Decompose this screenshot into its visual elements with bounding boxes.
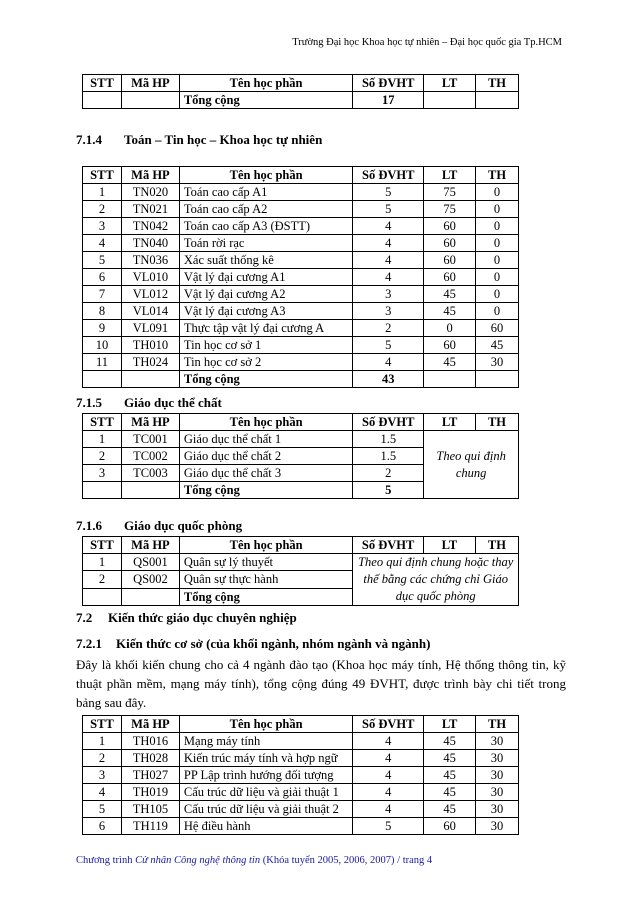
col-header-lt: LT — [424, 716, 476, 733]
col-header-th: TH — [487, 538, 506, 552]
cell-stt: 4 — [83, 235, 122, 252]
cell-code: TH019 — [121, 784, 179, 801]
cell-stt: 2 — [83, 750, 122, 767]
section-number: 7.1.5 — [76, 395, 102, 410]
cell-stt: 5 — [83, 252, 122, 269]
cell-stt: 6 — [83, 269, 122, 286]
cell-code: TH105 — [121, 801, 179, 818]
cell-th: 30 — [476, 767, 519, 784]
cell-stt: 7 — [83, 286, 122, 303]
cell-credits: 4 — [353, 252, 424, 269]
col-header-stt: STT — [83, 414, 122, 431]
cell-credits: 4 — [353, 269, 424, 286]
cell-code: VL014 — [121, 303, 179, 320]
cell-code: VL012 — [121, 286, 179, 303]
cell-stt: 11 — [83, 354, 122, 371]
cell-credits: 5 — [353, 184, 424, 201]
cell-lt: 45 — [424, 733, 476, 750]
cell-th: 0 — [476, 252, 519, 269]
total-credits: 5 — [353, 482, 424, 499]
cell-th: 0 — [476, 235, 519, 252]
section-title: Toán – Tin học – Khoa học tự nhiên — [124, 132, 323, 147]
cell-code: TN036 — [121, 252, 179, 269]
col-header-code: Mã HP — [121, 414, 179, 431]
cell-name: Giáo dục thể chất 2 — [179, 448, 352, 465]
total-row — [83, 92, 519, 109]
section-title: Kiến thức giáo dục chuyên nghiệp — [108, 610, 297, 625]
cell-stt: 4 — [83, 784, 122, 801]
cell-name: Quân sự thực hành — [179, 571, 352, 588]
col-header-lt: LT — [424, 537, 476, 553]
col-header-lt: LT — [424, 414, 476, 430]
cell-lt: 45 — [424, 750, 476, 767]
cell-lt: 45 — [424, 303, 476, 320]
cell-th: 0 — [476, 201, 519, 218]
cell-lt: 60 — [424, 252, 476, 269]
cell-lt: 45 — [424, 767, 476, 784]
col-header-th: TH — [476, 716, 519, 733]
cell-th: 30 — [476, 354, 519, 371]
table-row — [83, 750, 519, 767]
col-header-th: TH — [476, 75, 519, 92]
table-row — [83, 733, 519, 750]
cell-name: Toán rời rạc — [179, 235, 352, 252]
table-row — [83, 269, 519, 286]
cell-code: TH024 — [121, 354, 179, 371]
cell-lt: 60 — [424, 337, 476, 354]
cell-lt: 45 — [424, 354, 476, 371]
table-header-row — [83, 167, 519, 184]
cell-credits: 3 — [353, 286, 424, 303]
cell-th: 0 — [476, 303, 519, 320]
table-header-row — [83, 414, 519, 431]
cell-th: 0 — [476, 286, 519, 303]
col-header-name: Tên học phần — [179, 167, 352, 184]
cell-code: TH016 — [121, 733, 179, 750]
table-row — [83, 784, 519, 801]
cell-stt: 3 — [83, 767, 122, 784]
cell-code: TC003 — [121, 465, 179, 482]
cell-credits: 4 — [353, 784, 424, 801]
col-header-code: Mã HP — [121, 167, 179, 184]
cell-name: Toán cao cấp A3 (ĐSTT) — [179, 218, 352, 235]
table-defense-education — [82, 536, 519, 606]
col-header-th: TH — [487, 415, 507, 429]
table-row — [83, 184, 519, 201]
col-header-name: Tên học phần — [179, 537, 352, 554]
col-header-th: TH — [476, 167, 519, 184]
table-header-row — [83, 716, 519, 733]
table-row — [83, 818, 519, 835]
cell-lt: 45 — [424, 286, 476, 303]
cell-name: Vật lý đại cương A2 — [179, 286, 352, 303]
col-header-stt: STT — [83, 716, 122, 733]
cell-stt: 1 — [83, 184, 122, 201]
cell-credits: 5 — [353, 201, 424, 218]
col-header-code: Mã HP — [121, 716, 179, 733]
total-row — [83, 371, 519, 388]
section-number: 7.1.6 — [76, 518, 102, 533]
table-row — [83, 801, 519, 818]
col-header-credits: Số ĐVHT — [353, 716, 424, 733]
col-header-stt: STT — [83, 167, 122, 184]
section-title: Kiến thức cơ sở (của khối ngành, nhóm ngành và ngành) — [116, 636, 431, 651]
table-row — [83, 201, 519, 218]
cell-credits: 2 — [353, 465, 424, 482]
total-label: Tổng cộng — [179, 371, 352, 388]
cell-name: Quân sự lý thuyết — [179, 554, 352, 571]
table-header-row — [83, 537, 519, 554]
cell-lt: 75 — [424, 184, 476, 201]
cell-stt: 5 — [83, 801, 122, 818]
cell-code: TH027 — [121, 767, 179, 784]
col-header-code: Mã HP — [121, 75, 179, 92]
cell-code: TH119 — [121, 818, 179, 835]
col-header-name: Tên học phần — [179, 716, 352, 733]
cell-lt: 60 — [424, 218, 476, 235]
cell-code: TC002 — [121, 448, 179, 465]
cell-name: Xác suất thống kê — [179, 252, 352, 269]
table-row — [83, 303, 519, 320]
cell-credits: 4 — [353, 767, 424, 784]
cell-name: Cấu trúc dữ liệu và giải thuật 2 — [179, 801, 352, 818]
table-row — [83, 286, 519, 303]
cell-th: 30 — [476, 750, 519, 767]
table-row — [83, 320, 519, 337]
cell-code: TN040 — [121, 235, 179, 252]
col-header-credits: Số ĐVHT — [353, 414, 424, 431]
cell-name: Toán cao cấp A1 — [179, 184, 352, 201]
table-row — [83, 235, 519, 252]
cell-code: TH028 — [121, 750, 179, 767]
cell-stt: 6 — [83, 818, 122, 835]
total-label: Tổng cộng — [179, 92, 352, 109]
cell-credits: 3 — [353, 303, 424, 320]
section-title: Giáo dục thể chất — [124, 395, 222, 410]
cell-th: 45 — [476, 337, 519, 354]
table-header-row — [83, 75, 519, 92]
section-title: Giáo dục quốc phòng — [124, 518, 243, 533]
cell-code: TN021 — [121, 201, 179, 218]
cell-stt: 9 — [83, 320, 122, 337]
cell-code: TN020 — [121, 184, 179, 201]
table-row — [83, 252, 519, 269]
section-heading-7-2 — [76, 610, 297, 626]
section-heading-7-1-4 — [76, 132, 322, 148]
cell-credits: 4 — [353, 750, 424, 767]
table-physical-education — [82, 413, 519, 499]
cell-credits: 2 — [353, 320, 424, 337]
col-header-code: Mã HP — [121, 537, 179, 554]
cell-lt: 60 — [424, 235, 476, 252]
regulation-note: Theo qui định chung — [424, 431, 519, 499]
cell-name: Thực tập vật lý đại cương A — [179, 320, 352, 337]
total-label: Tổng cộng — [179, 588, 352, 605]
cell-lt: 60 — [424, 269, 476, 286]
table-math-science — [82, 166, 519, 388]
cell-code: TC001 — [121, 431, 179, 448]
section-heading-7-1-6 — [76, 518, 242, 534]
cell-stt: 2 — [83, 448, 122, 465]
cell-th: 30 — [476, 801, 519, 818]
section-number: 7.2 — [76, 610, 93, 625]
cell-lt: 60 — [424, 818, 476, 835]
table-row — [83, 767, 519, 784]
cell-credits: 1.5 — [353, 431, 424, 448]
col-header-name: Tên học phần — [179, 414, 352, 431]
cell-stt: 1 — [83, 733, 122, 750]
cell-name: Giáo dục thể chất 1 — [179, 431, 352, 448]
total-label: Tổng cộng — [179, 482, 352, 499]
col-header-credits: Số ĐVHT — [353, 75, 424, 92]
cell-th: 30 — [476, 733, 519, 750]
cell-th: 30 — [476, 818, 519, 835]
cell-stt: 8 — [83, 303, 122, 320]
cell-code: VL091 — [121, 320, 179, 337]
col-header-lt: LT — [424, 167, 476, 184]
col-header-lt: LT — [424, 75, 476, 92]
cell-credits: 5 — [353, 818, 424, 835]
cell-name: Tin học cơ sở 2 — [179, 354, 352, 371]
cell-stt: 3 — [83, 218, 122, 235]
cell-credits: 4 — [353, 733, 424, 750]
footer-prefix: Chương trình — [76, 855, 136, 866]
cell-credits: 4 — [353, 801, 424, 818]
col-header-stt: STT — [83, 75, 122, 92]
section-number: 7.2.1 — [76, 636, 102, 651]
cell-code: VL010 — [121, 269, 179, 286]
col-header-credits: Số ĐVHT — [353, 167, 424, 184]
cell-stt: 10 — [83, 337, 122, 354]
cell-lt: 45 — [424, 801, 476, 818]
cell-name: Cấu trúc dữ liệu và giải thuật 1 — [179, 784, 352, 801]
cell-stt: 1 — [83, 554, 122, 571]
table-row — [83, 354, 519, 371]
cell-th: 0 — [476, 184, 519, 201]
cell-name: Kiến trúc máy tính và hợp ngữ — [179, 750, 352, 767]
regulation-note: Theo qui định chung hoặc thay thế bằng các chứng chỉ Giáo dục quốc phòng — [353, 554, 519, 606]
cell-credits: 4 — [353, 218, 424, 235]
cell-name: Vật lý đại cương A1 — [179, 269, 352, 286]
section-number: 7.1.4 — [76, 132, 102, 147]
cell-lt: 0 — [424, 320, 476, 337]
table-row — [83, 431, 519, 448]
cell-stt: 1 — [83, 431, 122, 448]
cell-credits: 1.5 — [353, 448, 424, 465]
cell-code: QS001 — [121, 554, 179, 571]
col-header-name: Tên học phần — [179, 75, 352, 92]
cell-code: TH010 — [121, 337, 179, 354]
cell-th: 0 — [476, 218, 519, 235]
cell-stt: 3 — [83, 465, 122, 482]
cell-name: PP Lập trình hướng đối tượng — [179, 767, 352, 784]
cell-th: 30 — [476, 784, 519, 801]
cell-lt: 45 — [424, 784, 476, 801]
cell-credits: 4 — [353, 354, 424, 371]
cell-name: Giáo dục thể chất 3 — [179, 465, 352, 482]
section-heading-7-1-5 — [76, 395, 222, 411]
total-credits: 43 — [353, 371, 424, 388]
cell-credits: 5 — [353, 337, 424, 354]
cell-name: Vật lý đại cương A3 — [179, 303, 352, 320]
section-paragraph: Đây là khối kiến chung cho cả 4 ngành đào tạo (Khoa học máy tính, Hệ thống thông tin, kỹ thuật phần mềm, mạng máy tính), tổng cộng đúng 49 ĐVHT, được trình bày chi tiết trong bảng sau đây. — [76, 657, 566, 710]
cell-th: 60 — [476, 320, 519, 337]
table-continuation — [82, 74, 519, 109]
col-header-credits: Số ĐVHT — [353, 537, 424, 553]
cell-name: Hệ điều hành — [179, 818, 352, 835]
cell-code: TN042 — [121, 218, 179, 235]
footer-suffix: (Khóa tuyển 2005, 2006, 2007) / trang 4 — [260, 855, 433, 866]
cell-code: QS002 — [121, 571, 179, 588]
total-credits: 17 — [353, 92, 424, 109]
table-core-knowledge — [82, 715, 519, 835]
cell-credits: 4 — [353, 235, 424, 252]
cell-name: Mạng máy tính — [179, 733, 352, 750]
page-footer — [76, 855, 432, 866]
cell-th: 0 — [476, 269, 519, 286]
cell-stt: 2 — [83, 201, 122, 218]
table-row — [83, 337, 519, 354]
cell-name: Toán cao cấp A2 — [179, 201, 352, 218]
table-row — [83, 554, 519, 571]
cell-name: Tin học cơ sở 1 — [179, 337, 352, 354]
table-row — [83, 218, 519, 235]
cell-stt: 2 — [83, 571, 122, 588]
footer-program-name: Cử nhân Công nghệ thông tin — [135, 855, 261, 866]
page-header: Trường Đại học Khoa học tự nhiên – Đại học quốc gia Tp.HCM — [292, 37, 562, 48]
section-heading-7-2-1 — [76, 636, 430, 652]
cell-lt: 75 — [424, 201, 476, 218]
col-header-stt: STT — [83, 537, 122, 554]
